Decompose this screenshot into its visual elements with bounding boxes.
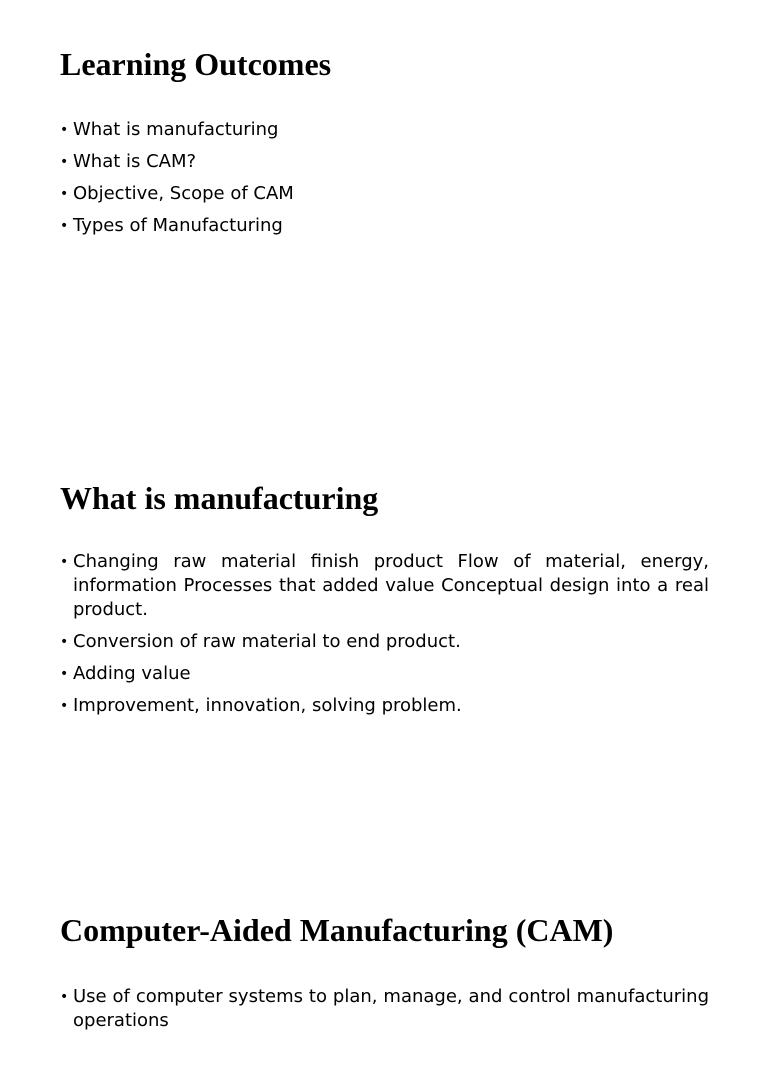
- bullet-icon: •: [60, 154, 69, 170]
- list-item: • Adding value: [60, 663, 191, 684]
- slide-what-is-manufacturing: [0, 434, 768, 868]
- bullet-icon: •: [60, 218, 69, 234]
- list-item: • Conversion of raw material to end product.: [60, 631, 461, 652]
- bullet-icon: •: [60, 634, 69, 650]
- slide-title: Learning Outcomes: [60, 46, 332, 82]
- bullet-list: [60, 550, 709, 726]
- slide-title: What is manufacturing: [60, 480, 379, 516]
- list-item: • What is manufacturing: [60, 119, 279, 140]
- bullet-icon: •: [60, 666, 69, 682]
- bullet-list: [60, 985, 709, 1041]
- list-item: • Improvement, innovation, solving problem.: [60, 695, 462, 716]
- list-item: • Use of computer systems to plan, manage, and control manufacturing operations: [60, 986, 709, 1031]
- bullet-icon: •: [60, 989, 69, 1005]
- bullet-list: [60, 118, 709, 246]
- list-item: • Objective, Scope of CAM: [60, 183, 294, 204]
- bullet-icon: •: [60, 698, 69, 714]
- list-item: • Types of Manufacturing: [60, 215, 283, 236]
- slide-learning-outcomes: [0, 0, 768, 434]
- bullet-icon: •: [60, 186, 69, 202]
- list-item: • What is CAM?: [60, 151, 197, 172]
- bullet-icon: •: [60, 122, 69, 138]
- list-item: • Changing raw material finish product Flow of material, energy, information Processes that added value Conceptual design into a real product.: [60, 551, 709, 620]
- slide-title: Computer-Aided Manufacturing (CAM): [60, 912, 614, 948]
- slide-cam: [0, 868, 768, 1068]
- bullet-icon: •: [60, 554, 69, 570]
